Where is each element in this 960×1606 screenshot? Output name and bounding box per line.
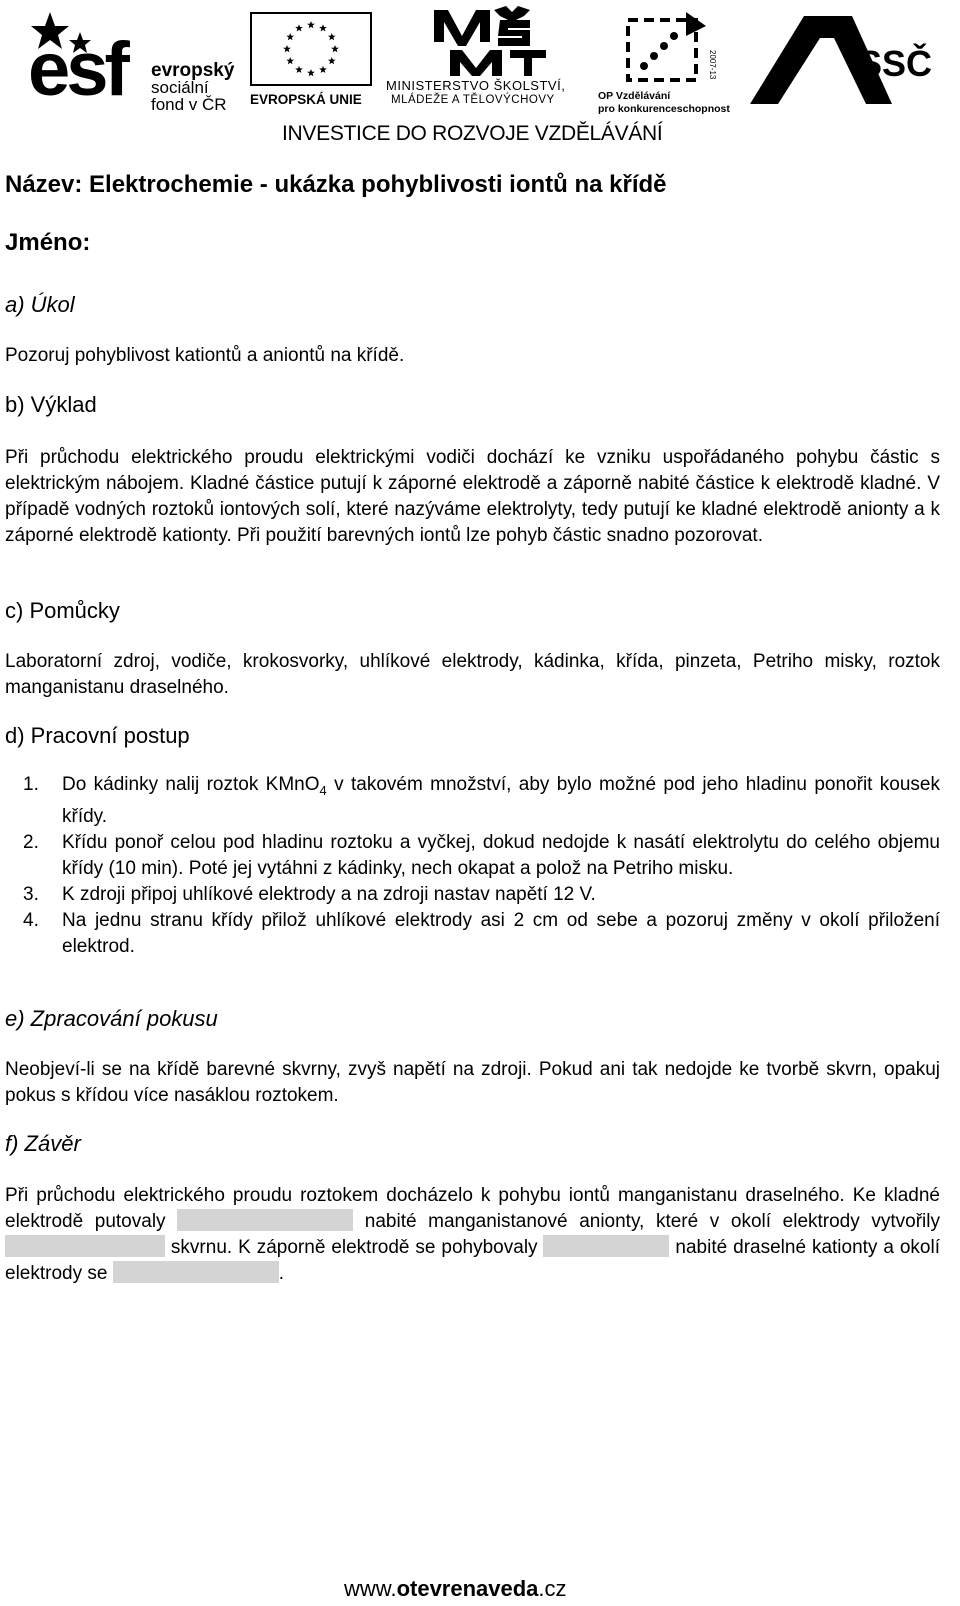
msmt-mark-icon xyxy=(430,6,580,78)
msmt-caption-line2: MLÁDEŽE A TĚLOVÝCHOVY xyxy=(391,94,555,106)
logo-strip xyxy=(0,0,960,150)
msmt-caption-line1: MINISTERSTVO ŠKOLSTVÍ, xyxy=(386,78,566,93)
eu-flag-icon xyxy=(250,12,372,86)
step-number: 1. xyxy=(23,774,39,795)
op-caption-line1: OP Vzdělávání xyxy=(598,90,671,102)
answer-blank-2[interactable] xyxy=(5,1235,165,1257)
step-text: Do kádinky nalij roztok KMnO$_4$ v takovém množství, aby bylo možné pod jeho hladinu ponořit kousek křídy. xyxy=(62,774,940,827)
step-text: Na jednu stranu křídy přilož uhlíkové elektrody asi 2 cm od sebe a pozoruj změny v okolí přiložení elektrod. xyxy=(62,909,940,957)
heading-zpracovani: e) Zpracování pokusu xyxy=(5,1006,218,1031)
eu-star-icon xyxy=(319,66,327,73)
esf-caption-line1: evropský xyxy=(151,60,235,81)
vyklad-text: Při průchodu elektrického proudu elektrickými vodiči dochází ke vzniku uspořádaného pohybu částic s elektrickým nábojem. Kladné částice putují k záporné elektrodě a záporně nabité částice k elektrodě kladné. V případě vodných roztoků iontových solí, které nazýváme elektrolyty, tedy putují ke kladné elektrodě anionty a k záporné elektrodě kationty. Při použití barevných iontů lze pohyb částic snadno pozorovat. xyxy=(5,447,940,546)
eu-star-icon xyxy=(295,66,303,73)
zpracovani-text: Neobjeví-li se na křídě barevné skvrny, zvyš napětí na zdroji. Pokud ani tak nedojde ke tvorbě skvrn, opakuj pokus s křídou více nasáklou roztokem. xyxy=(5,1059,940,1106)
procedure-steps xyxy=(5,772,940,960)
esf-wordmark: esf xyxy=(28,27,126,112)
step-number: 3. xyxy=(23,883,39,905)
answer-blank-3[interactable] xyxy=(543,1235,669,1257)
page-title: Název: Elektrochemie - ukázka pohyblivosti iontů na křídě xyxy=(5,171,667,198)
pomucky-text: Laboratorní zdroj, vodiče, krokosvorky, uhlíkové elektrody, kádinka, křída, pinzeta, Petriho misky, roztok manganistanu draselného. xyxy=(5,651,940,698)
eu-star-icon xyxy=(328,57,336,64)
answer-blank-1[interactable] xyxy=(177,1209,353,1231)
eu-star-icon xyxy=(331,45,339,52)
eu-star-icon xyxy=(283,45,291,52)
answer-blank-4[interactable] xyxy=(113,1261,279,1283)
eu-star-icon xyxy=(286,57,294,64)
list-item xyxy=(5,908,940,960)
op-mark-icon xyxy=(624,10,734,86)
heading-zaver: f) Závěr xyxy=(5,1131,81,1156)
op-logo xyxy=(598,10,738,115)
heading-ukol: a) Úkol xyxy=(5,292,75,317)
op-caption-line2: pro konkurenceschopnost xyxy=(598,103,730,115)
esf-logo xyxy=(28,10,243,114)
step-number: 4. xyxy=(23,909,39,931)
step-text: Křídu ponoř celou pod hladinu roztoku a vyčkej, dokud nedojde k nasátí elektrolytu do celého objemu křídy (10 min). Poté jej vytáhni z kádinky, nech okapat a polož na Petriho misku. xyxy=(62,831,940,879)
ssc-mark-icon xyxy=(742,8,933,110)
footer-url[interactable]: www.otevrenaveda.cz xyxy=(344,1576,567,1601)
heading-vyklad: b) Výklad xyxy=(5,392,97,417)
eu-caption: EVROPSKÁ UNIE xyxy=(250,92,362,107)
list-item xyxy=(5,830,940,882)
list-item xyxy=(5,772,940,830)
name-label: Jméno: xyxy=(5,229,91,256)
heading-pomucky: c) Pomůcky xyxy=(5,598,120,623)
ssc-wordmark: SSČ xyxy=(858,43,933,84)
eu-star-icon xyxy=(307,69,315,76)
step-number: 2. xyxy=(23,831,39,853)
investice-slogan: INVESTICE DO ROZVOJE VZDĚLÁVÁNÍ xyxy=(282,122,663,145)
eu-star-icon xyxy=(319,24,327,31)
eu-star-icon xyxy=(286,33,294,40)
esf-caption xyxy=(151,62,234,113)
heading-postup: d) Pracovní postup xyxy=(5,723,190,748)
msmt-logo xyxy=(386,6,601,110)
eu-star-icon xyxy=(328,33,336,40)
zaver-text: Při průchodu elektrického proudu roztokem docházelo k pohybu iontů manganistanu draselného. Ke kladné elektrodě putovaly nabité manganistanové anionty, které v okolí elektrody vytvořily skvrnu. K záporně elektrodě se pohybovaly nabité draselné kationty a okolí elektrody se . xyxy=(5,1185,940,1284)
esf-caption-line2: sociální xyxy=(151,78,209,97)
op-side-text: 2007-13 xyxy=(708,50,717,80)
eu-star-icon xyxy=(295,24,303,31)
eu-star-icon xyxy=(307,21,315,28)
eu-logo xyxy=(250,12,378,110)
ssc-logo xyxy=(742,8,933,110)
step-text: K zdroji připoj uhlíkové elektrody a na zdroji nastav napětí 12 V. xyxy=(62,883,596,905)
list-item xyxy=(5,882,940,908)
ukol-text: Pozoruj pohyblivost kationtů a aniontů na křídě. xyxy=(5,345,405,366)
esf-caption-line3: fond v ČR xyxy=(151,95,227,114)
